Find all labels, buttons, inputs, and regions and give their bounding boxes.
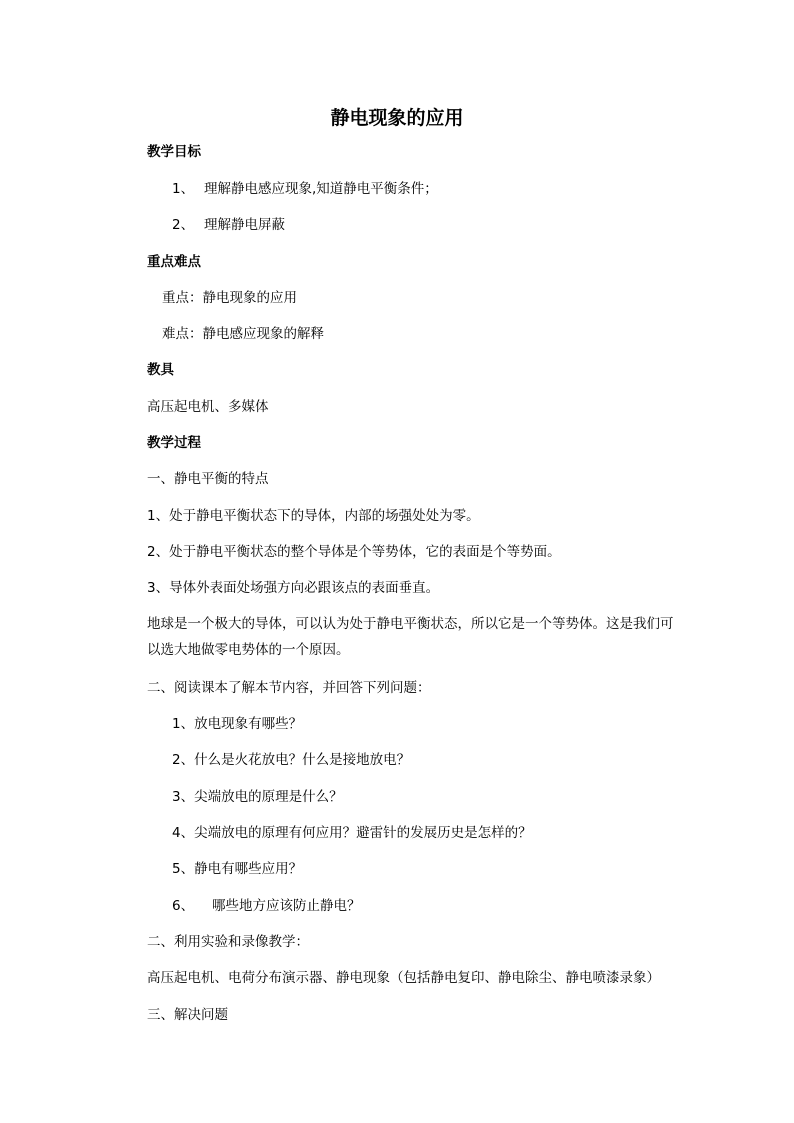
question-1: 1、放电现象有哪些？	[172, 716, 303, 732]
objective-item-2	[172, 216, 714, 234]
tools-heading: 教具	[147, 362, 174, 378]
objectives-heading: 教学目标	[147, 144, 201, 160]
section3-text: 高压起电机、电荷分布演示器、静电现象（包括静电复印、静电除尘、静电喷漆录象）	[147, 970, 660, 986]
question-6	[172, 897, 714, 915]
objective-item-2-text: 理解静电屏蔽	[204, 217, 285, 233]
key-point: 重点：静电现象的应用	[162, 290, 297, 306]
objective-item-2-num: 2、	[172, 217, 195, 233]
question-6-num: 6、	[172, 898, 195, 914]
page-title: 静电现象的应用	[330, 107, 464, 129]
tools-text: 高压起电机、多媒体	[147, 399, 269, 415]
key-points-heading: 重点难点	[147, 254, 201, 270]
section3-heading: 二、利用实验和录像教学：	[147, 934, 309, 950]
section1-heading: 一、静电平衡的特点	[147, 471, 269, 487]
section1-item-3: 3、导体外表面处场强方向必跟该点的表面垂直。	[147, 580, 440, 596]
question-2: 2、什么是火花放电？什么是接地放电？	[172, 752, 411, 768]
section1-item-1: 1、处于静电平衡状态下的导体，内部的场强处处为零。	[147, 508, 480, 524]
question-5: 5、静电有哪些应用？	[172, 861, 303, 877]
section4-heading: 三、解决问题	[147, 1007, 228, 1023]
section1-paragraph: 地球是一个极大的导体，可以认为处于静电平衡状态，所以它是一个等势体。这是我们可以选大地做零电势体的一个原因。	[147, 616, 674, 658]
section1-item-2: 2、处于静电平衡状态的整个导体是个等势体，它的表面是个等势面。	[147, 544, 561, 560]
objective-item-1	[172, 180, 714, 198]
question-4: 4、尖端放电的原理有何应用？避雷针的发展历史是怎样的？	[172, 825, 532, 841]
question-6-text: 哪些地方应该防止静电？	[212, 898, 361, 914]
question-3: 3、尖端放电的原理是什么？	[172, 789, 343, 805]
objective-item-1-text: 理解静电感应现象,知道静电平衡条件；	[204, 181, 438, 197]
objective-item-1-num: 1、	[172, 181, 195, 197]
section2-heading: 二、阅读课本了解本节内容，并回答下列问题：	[147, 680, 431, 696]
difficult-point: 难点：静电感应现象的解释	[162, 326, 324, 342]
process-heading: 教学过程	[147, 435, 201, 451]
